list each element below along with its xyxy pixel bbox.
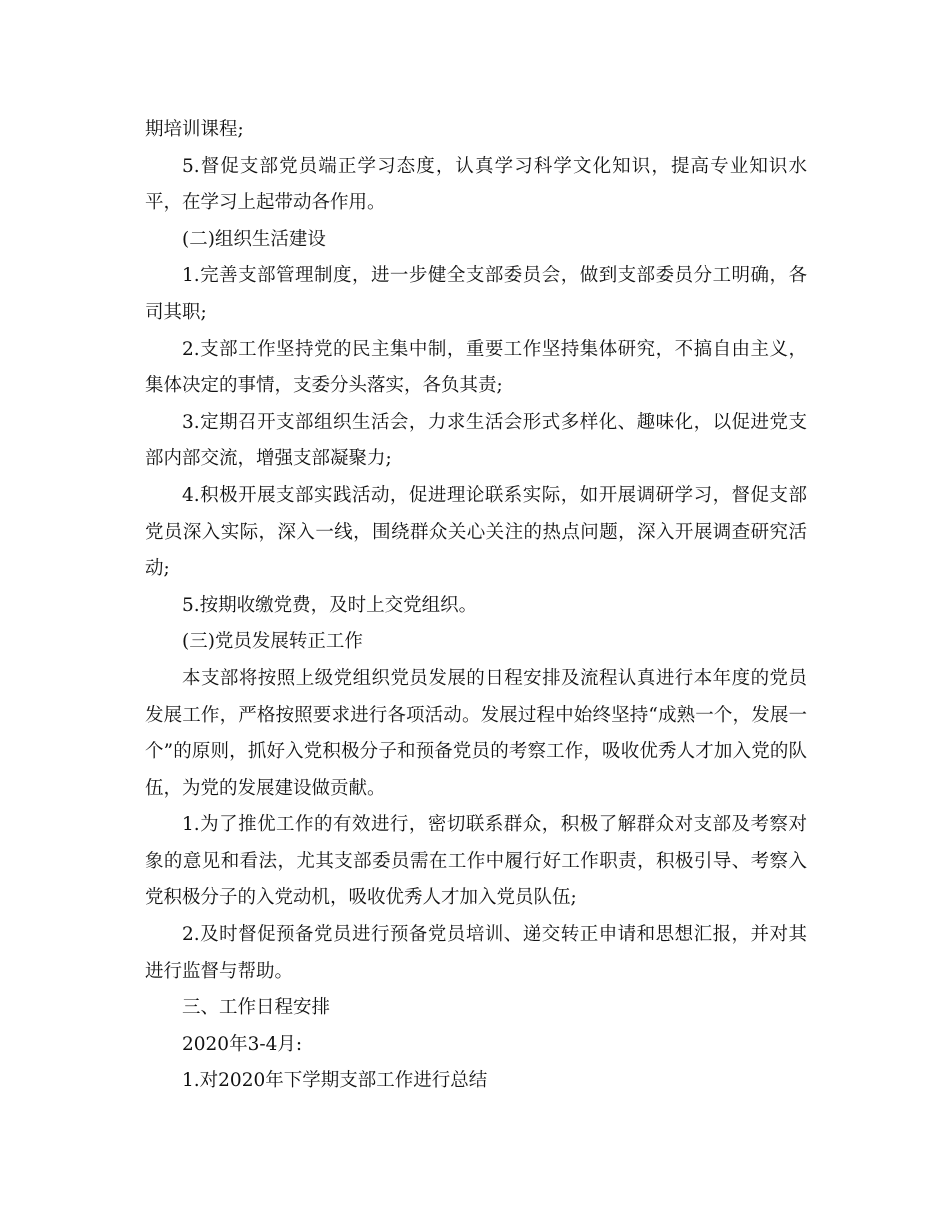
list-item-5-party-dues: 5.按期收缴党费，及时上交党组织。: [182, 594, 478, 616]
section-heading-member-development: (三)党员发展转正工作: [182, 631, 363, 653]
schedule-period: 2020年3-4月:: [182, 1033, 303, 1055]
section-heading-organization-life: (二)组织生活建设: [182, 228, 326, 250]
list-item-1-management-system: 1.完善支部管理制度，进一步健全支部委员会，做到支部委员分工明确，各司其职;: [145, 265, 807, 323]
document-body: [145, 112, 807, 1100]
list-item-5-study-attitude: 5.督促支部党员端正学习态度，认真学习科学文化知识，提高专业知识水平，在学习上起带动各作用。: [145, 155, 807, 214]
list-item-3-life-meeting: 3.定期召开支部组织生活会，力求生活会形式多样化、趣味化，以促进党支部内部交流，增强支部凝聚力;: [145, 411, 807, 470]
section-heading-schedule: 三、工作日程安排: [182, 997, 331, 1019]
paragraph-continuation: 期培训课程;: [145, 119, 244, 140]
list-item-1-recommendation: 1.为了推优工作的有效进行，密切联系群众，积极了解群众对支部及考察对象的意见和看法，尤其支部委员需在工作中履行好工作职责，积极引导、考察入党积极分子的入党动机，吸收优秀人才加入党员队伍;: [145, 814, 807, 909]
schedule-item-1-summary: 1.对2020年下学期支部工作进行总结: [182, 1070, 488, 1092]
paragraph-member-development: 本支部将按照上级党组织党员发展的日程安排及流程认真进行本年度的党员发展工作，严格按照要求进行各项活动。发展过程中始终坚持“成熟一个，发展一个”的原则，抓好入党积极分子和预备党员的考察工作，吸收优秀人才加入党的队伍，为党的发展建设做贡献。: [145, 667, 807, 799]
list-item-4-practice-activities: 4.积极开展支部实践活动，促进理论联系实际，如开展调研学习，督促支部党员深入实际，深入一线，围绕群众关心关注的热点问题，深入开展调查研究活动;: [145, 484, 807, 580]
list-item-2-probationary-members: 2.及时督促预备党员进行预备党员培训、递交转正申请和思想汇报，并对其进行监督与帮助。: [145, 924, 807, 982]
list-item-2-democratic-centralism: 2.支部工作坚持党的民主集中制，重要工作坚持集体研究，不搞自由主义，集体决定的事情，支委分头落实，各负其责;: [145, 338, 807, 397]
